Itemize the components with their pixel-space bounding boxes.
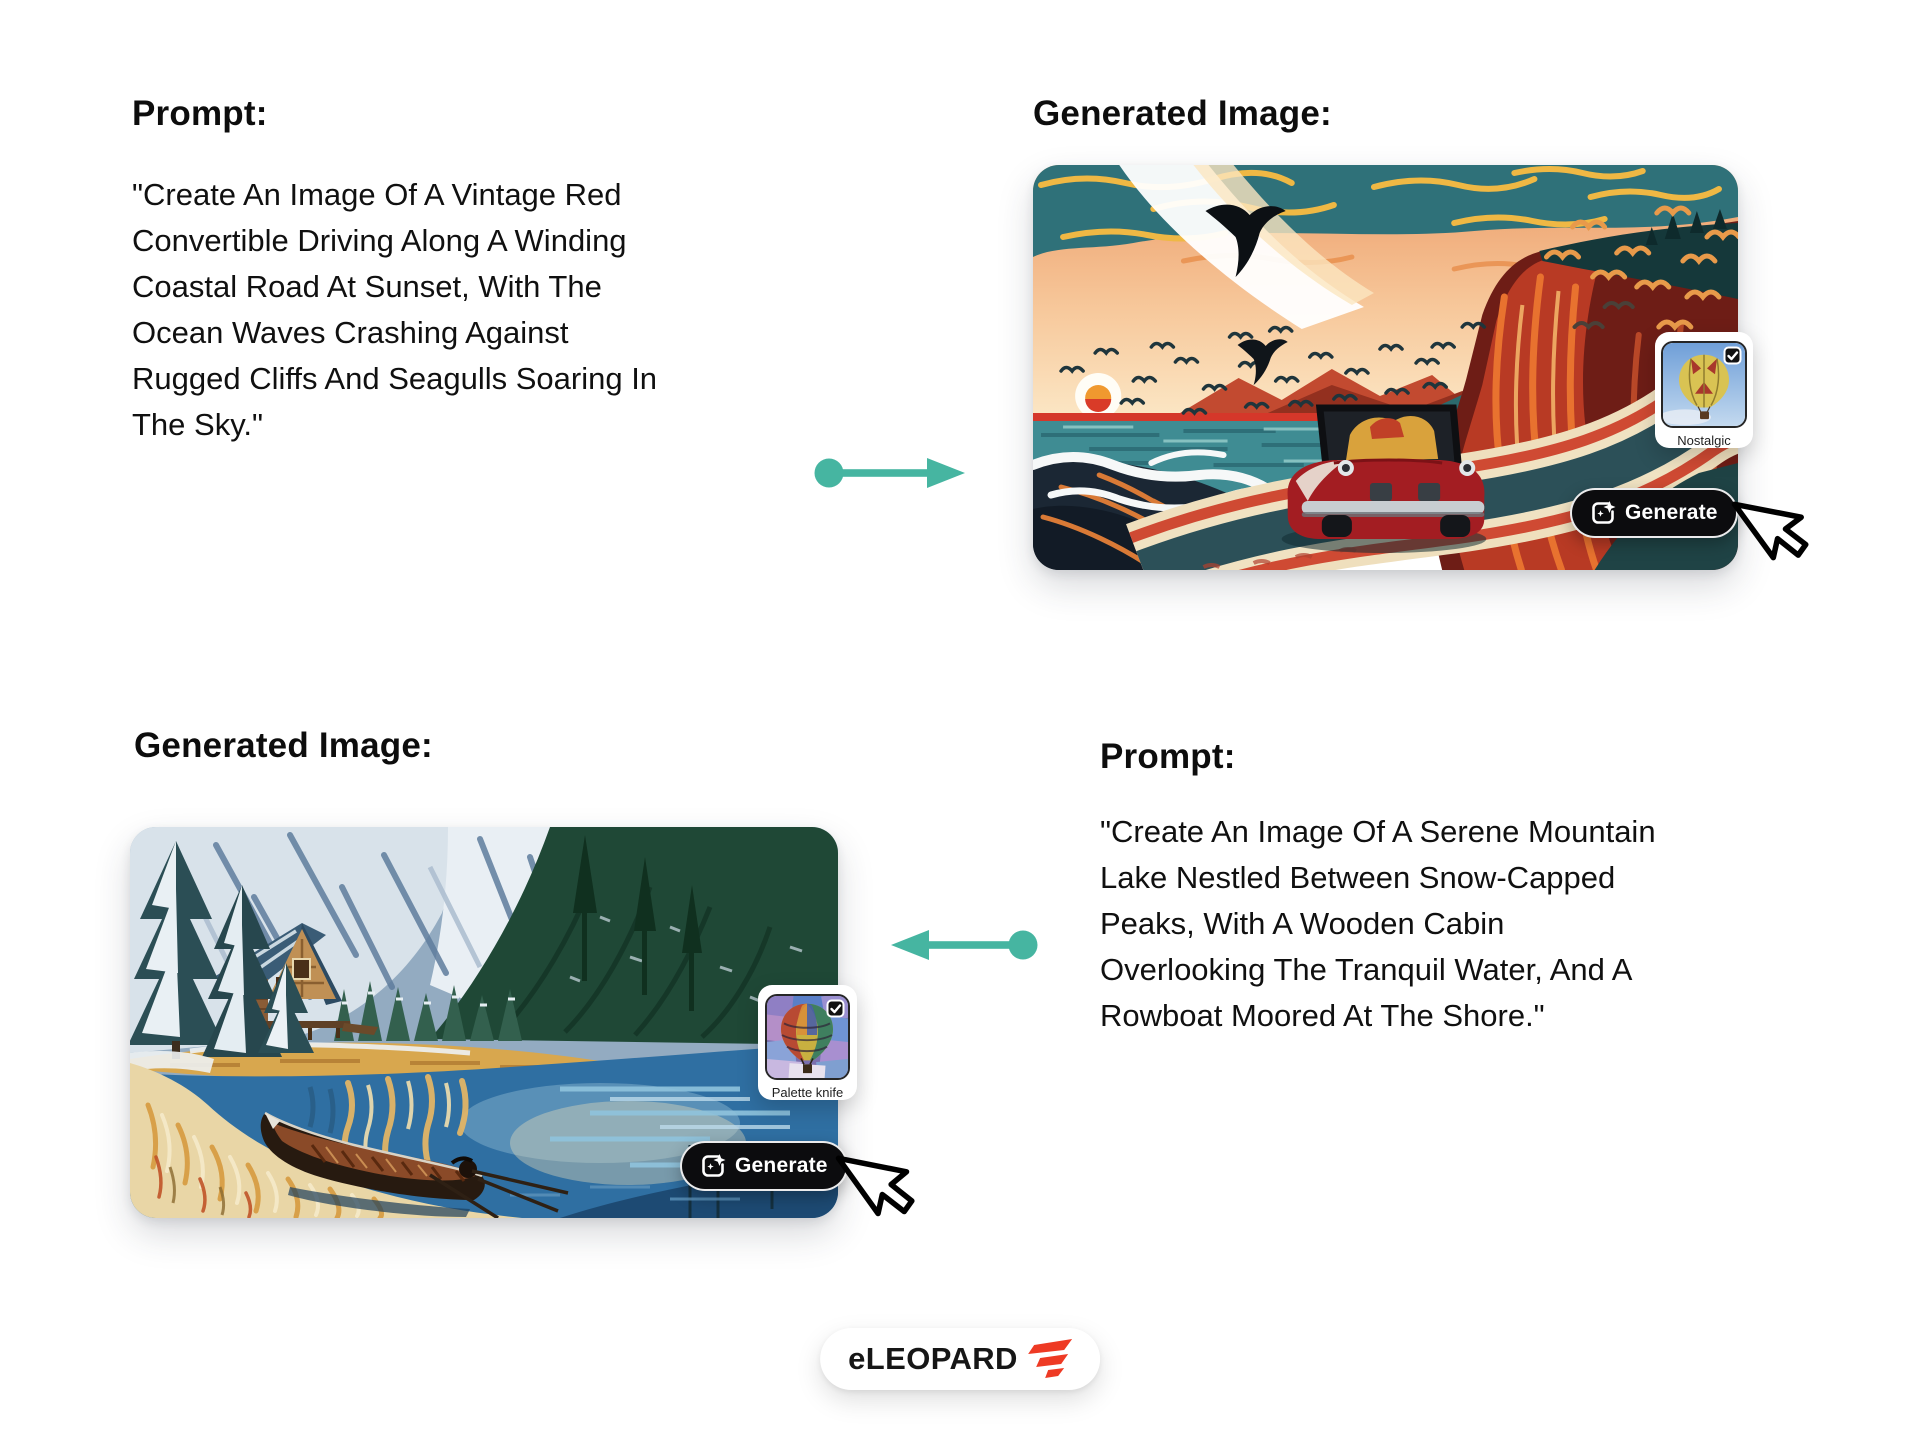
style-thumb-palette-knife[interactable] (765, 994, 850, 1080)
checkbox-checked-icon[interactable] (1723, 346, 1742, 365)
style-card-label: Nostalgic (1677, 433, 1731, 448)
mouse-cursor-icon (826, 1152, 918, 1256)
logo-text: eLEOPARD (848, 1341, 1018, 1376)
prompt-text-bottom: "Create An Image Of A Serene Mountain Lake Nestled Between Snow-Capped Peaks, With A Wooden Cabin Overlooking The Tranquil Water, And A Rowboat Moored At The Shore." (1100, 814, 1656, 1033)
style-thumb-nostalgic[interactable] (1661, 341, 1747, 428)
generate-sparkle-icon (700, 1153, 726, 1179)
style-card-label: Palette knife (771, 1085, 844, 1100)
generate-button-label: Generate (1625, 501, 1718, 524)
logo-stripes-icon (1026, 1339, 1072, 1379)
checkbox-checked-icon[interactable] (826, 999, 845, 1018)
style-card-palette-knife[interactable] (758, 985, 857, 1100)
generate-button-top[interactable] (1570, 488, 1738, 538)
flow-arrow-left-icon (890, 927, 1038, 963)
style-card-nostalgic[interactable] (1655, 332, 1753, 448)
prompt-label-top: Prompt: (132, 94, 268, 133)
generated-image-label-bottom: Generated Image: (134, 726, 433, 765)
generated-image-label-top: Generated Image: (1033, 94, 1332, 133)
prompt-label-bottom: Prompt: (1100, 737, 1236, 776)
generate-sparkle-icon (1590, 500, 1616, 526)
mouse-cursor-icon (1722, 498, 1812, 598)
flow-arrow-right-icon (814, 455, 966, 491)
generate-button-bottom[interactable] (680, 1141, 848, 1191)
sun-icon (1075, 373, 1121, 419)
generate-button-label: Generate (735, 1154, 828, 1177)
logo-pill (820, 1328, 1100, 1390)
prompt-text-top: "Create An Image Of A Vintage Red Convertible Driving Along A Winding Coastal Road At Sunset, With The Ocean Waves Crashing Against Rugged Cliffs And Seagulls Soaring In The Sky." (132, 177, 658, 442)
